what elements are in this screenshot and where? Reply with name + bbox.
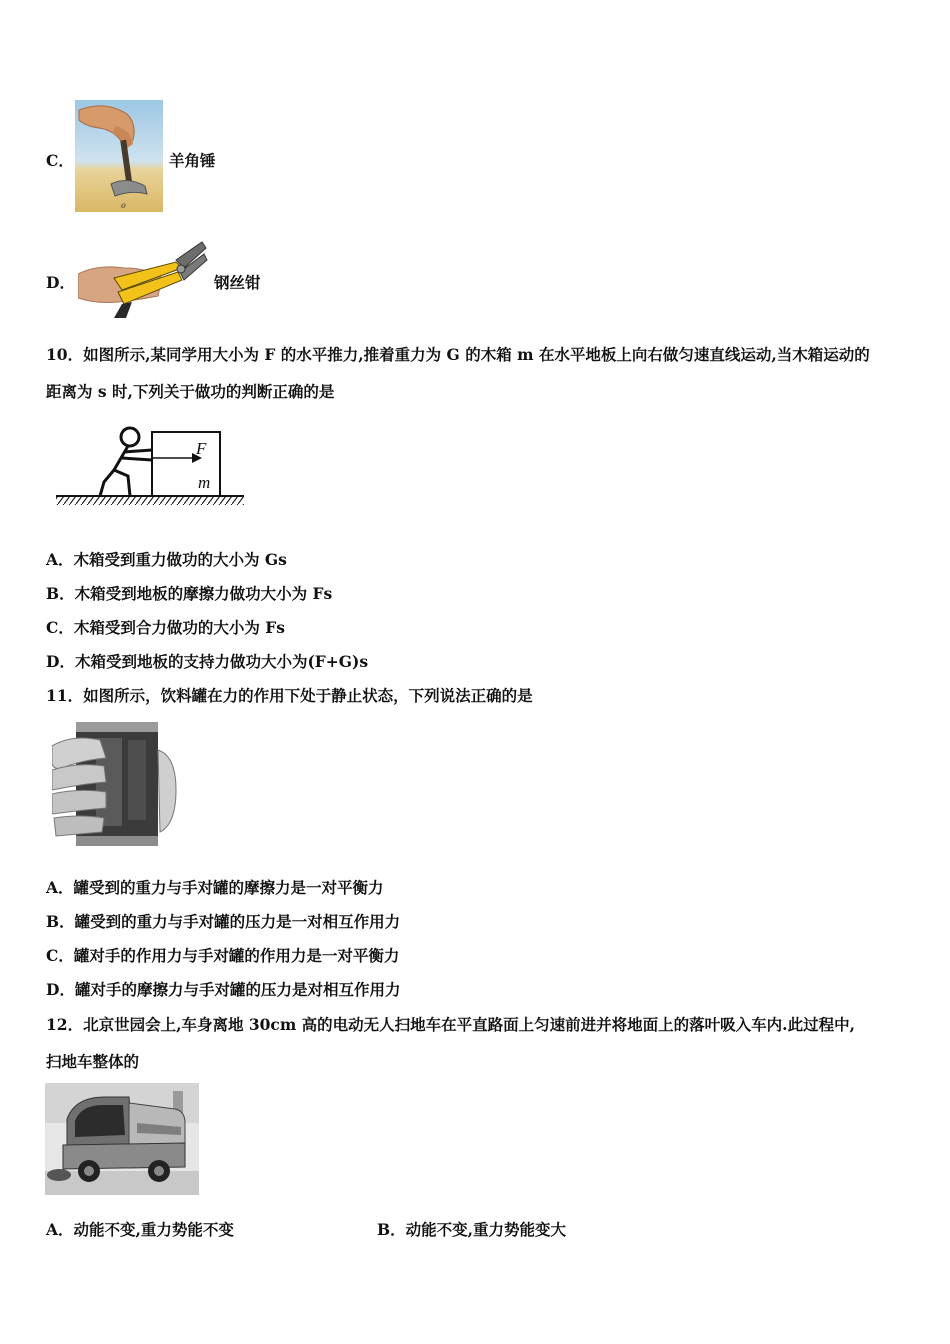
street-sweeper-photo <box>45 1083 199 1195</box>
q11-option-b: B．罐受到的重力与手对罐的压力是一对相互作用力 <box>46 912 401 931</box>
q9-option-c-label: 羊角锤 <box>169 151 216 170</box>
q11-option-c: C．罐对手的作用力与手对罐的作用力是一对平衡力 <box>46 946 400 965</box>
q9-option-c-letter: C． <box>46 151 74 170</box>
q12-stem-line1: 12．北京世园会上,车身离地 30cm 高的电动无人扫地车在平直路面上匀速前进并将地面上的落叶吸入车内.此过程中, <box>46 1015 855 1034</box>
mass-label: m <box>198 473 211 492</box>
q12-stem-line2: 扫地车整体的 <box>46 1052 140 1071</box>
drink-can-photo <box>52 720 182 852</box>
pliers-image <box>78 238 208 320</box>
q11-stem: 11．如图所示，饮料罐在力的作用下处于静止状态，下列说法正确的是 <box>46 686 533 705</box>
force-label: F <box>196 439 207 458</box>
q10-option-a: A．木箱受到重力做功的大小为 Gs <box>46 550 287 569</box>
q9-option-d-letter: D． <box>46 273 75 292</box>
q10-stem-line2: 距离为 s 时,下列关于做功的判断正确的是 <box>46 382 335 401</box>
q9-option-d-label: 钢丝钳 <box>214 273 261 292</box>
q12-option-a: A．动能不变,重力势能不变 <box>46 1220 234 1239</box>
claw-hammer-image <box>75 100 163 212</box>
q10-option-c: C．木箱受到合力做功的大小为 Fs <box>46 618 285 637</box>
svg-text:o: o <box>121 201 126 210</box>
q11-option-a: A．罐受到的重力与手对罐的摩擦力是一对平衡力 <box>46 878 384 897</box>
q10-option-d: D．木箱受到地板的支持力做功大小为(F+G)s <box>46 652 369 671</box>
q11-option-d: D．罐对手的摩擦力与手对罐的压力是对相互作用力 <box>46 980 401 999</box>
q10-stem-line1: 10．如图所示,某同学用大小为 F 的水平推力,推着重力为 G 的木箱 m 在水平地板上向右做匀速直线运动,当木箱运动的 <box>46 345 870 364</box>
push-box-figure <box>52 424 248 512</box>
q12-option-b: B．动能不变,重力势能变大 <box>377 1220 566 1239</box>
q10-option-b: B．木箱受到地板的摩擦力做功大小为 Fs <box>46 584 333 603</box>
